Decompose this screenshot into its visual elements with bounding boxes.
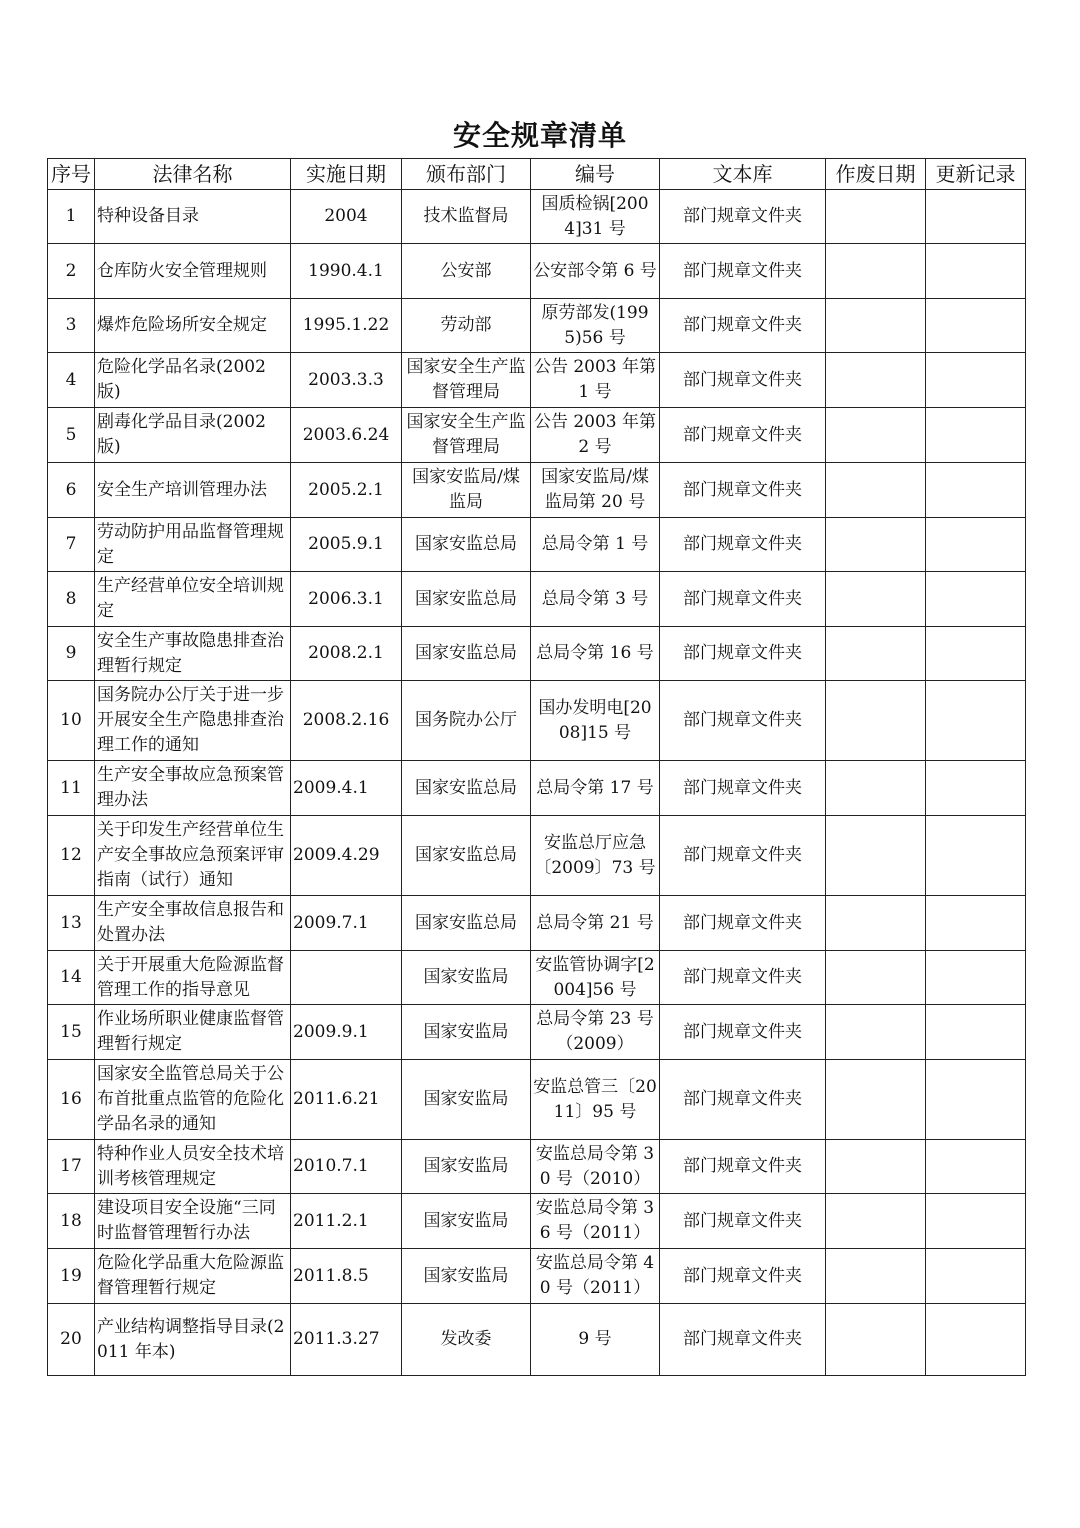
cell-no: 1: [48, 190, 95, 244]
cell-void: [826, 951, 926, 1005]
cell-code: 国办发明电[2008]15 号: [531, 681, 660, 761]
table-row: [48, 951, 1026, 1005]
table-row: [48, 1249, 1026, 1304]
cell-no: 19: [48, 1249, 95, 1304]
cell-dept: 国家安监局: [402, 1249, 531, 1304]
table-row: [48, 572, 1026, 627]
cell-code: 总局令第 21 号: [531, 896, 660, 951]
cell-no: 15: [48, 1005, 95, 1060]
header-code: 编号: [531, 159, 660, 190]
table-row: [48, 1060, 1026, 1140]
cell-date: 2009.9.1: [291, 1005, 402, 1060]
cell-name: 爆炸危险场所安全规定: [95, 299, 291, 353]
cell-date: 2008.2.16: [291, 681, 402, 761]
cell-lib: 部门规章文件夹: [660, 1140, 826, 1194]
cell-update: [926, 1304, 1026, 1376]
table-row: [48, 1194, 1026, 1249]
cell-update: [926, 463, 1026, 518]
cell-void: [826, 1060, 926, 1140]
cell-code: 国质检锅[2004]31 号: [531, 190, 660, 244]
cell-void: [826, 1140, 926, 1194]
cell-name: 仓库防火安全管理规则: [95, 244, 291, 299]
table-header-row: [48, 159, 1026, 190]
cell-code: 公告 2003 年第 2 号: [531, 408, 660, 463]
cell-code: 总局令第 16 号: [531, 627, 660, 681]
table-row: [48, 761, 1026, 816]
cell-date: 2008.2.1: [291, 627, 402, 681]
cell-name: 特种作业人员安全技术培训考核管理规定: [95, 1140, 291, 1194]
table-row: [48, 518, 1026, 572]
cell-name: 劳动防护用品监督管理规定: [95, 518, 291, 572]
cell-date: 2005.2.1: [291, 463, 402, 518]
cell-name: 生产安全事故信息报告和处置办法: [95, 896, 291, 951]
cell-code: 总局令第 23 号（2009）: [531, 1005, 660, 1060]
cell-code: 安监总管三〔2011〕95 号: [531, 1060, 660, 1140]
cell-update: [926, 1005, 1026, 1060]
table-row: [48, 299, 1026, 353]
cell-code: 安监总厅应急〔2009〕73 号: [531, 816, 660, 896]
cell-void: [826, 408, 926, 463]
cell-void: [826, 518, 926, 572]
cell-no: 20: [48, 1304, 95, 1376]
table-row: [48, 816, 1026, 896]
cell-name: 安全生产事故隐患排查治理暂行规定: [95, 627, 291, 681]
cell-dept: 国家安全生产监督管理局: [402, 408, 531, 463]
cell-name: 特种设备目录: [95, 190, 291, 244]
cell-update: [926, 951, 1026, 1005]
cell-dept: 公安部: [402, 244, 531, 299]
cell-date: 2010.7.1: [291, 1140, 402, 1194]
table-row: [48, 1140, 1026, 1194]
cell-update: [926, 408, 1026, 463]
cell-lib: 部门规章文件夹: [660, 1194, 826, 1249]
cell-update: [926, 627, 1026, 681]
cell-name: 产业结构调整指导目录(2011 年本): [95, 1304, 291, 1376]
cell-dept: 国家安监总局: [402, 518, 531, 572]
table-body: [48, 190, 1026, 1376]
cell-dept: 国家安监总局: [402, 627, 531, 681]
cell-lib: 部门规章文件夹: [660, 951, 826, 1005]
cell-no: 6: [48, 463, 95, 518]
cell-void: [826, 816, 926, 896]
header-lib: 文本库: [660, 159, 826, 190]
cell-lib: 部门规章文件夹: [660, 681, 826, 761]
cell-dept: 国家安监局: [402, 1140, 531, 1194]
cell-name: 国家安全监管总局关于公布首批重点监管的危险化学品名录的通知: [95, 1060, 291, 1140]
cell-dept: 国家安监局/煤监局: [402, 463, 531, 518]
header-update: 更新记录: [926, 159, 1026, 190]
cell-lib: 部门规章文件夹: [660, 190, 826, 244]
cell-update: [926, 1249, 1026, 1304]
cell-date: 1990.4.1: [291, 244, 402, 299]
cell-name: 关于印发生产经营单位生产安全事故应急预案评审指南（试行）通知: [95, 816, 291, 896]
header-void: 作废日期: [826, 159, 926, 190]
cell-date: 2011.6.21: [291, 1060, 402, 1140]
cell-name: 国务院办公厅关于进一步开展安全生产隐患排查治理工作的通知: [95, 681, 291, 761]
cell-update: [926, 353, 1026, 408]
cell-no: 7: [48, 518, 95, 572]
cell-code: 安监管协调字[2004]56 号: [531, 951, 660, 1005]
document-title: 安全规章清单: [452, 119, 627, 152]
table-row: [48, 896, 1026, 951]
cell-lib: 部门规章文件夹: [660, 1060, 826, 1140]
cell-dept: 国家安监局: [402, 1060, 531, 1140]
cell-dept: 国家安监总局: [402, 572, 531, 627]
cell-name: 剧毒化学品目录(2002 版): [95, 408, 291, 463]
cell-code: 总局令第 17 号: [531, 761, 660, 816]
cell-name: 危险化学品重大危险源监督管理暂行规定: [95, 1249, 291, 1304]
cell-code: 公告 2003 年第 1 号: [531, 353, 660, 408]
table-row: [48, 408, 1026, 463]
cell-void: [826, 1194, 926, 1249]
cell-date: 2009.7.1: [291, 896, 402, 951]
cell-date: 2006.3.1: [291, 572, 402, 627]
header-date: 实施日期: [291, 159, 402, 190]
cell-update: [926, 1060, 1026, 1140]
cell-lib: 部门规章文件夹: [660, 627, 826, 681]
cell-no: 9: [48, 627, 95, 681]
cell-code: 总局令第 3 号: [531, 572, 660, 627]
cell-name: 危险化学品名录(2002 版): [95, 353, 291, 408]
cell-no: 5: [48, 408, 95, 463]
cell-void: [826, 681, 926, 761]
cell-name: 生产经营单位安全培训规定: [95, 572, 291, 627]
cell-code: 9 号: [531, 1304, 660, 1376]
header-dept: 颁布部门: [402, 159, 531, 190]
cell-no: 18: [48, 1194, 95, 1249]
table-row: [48, 190, 1026, 244]
cell-name: 建设项目安全设施“三同时监督管理暂行办法: [95, 1194, 291, 1249]
cell-void: [826, 244, 926, 299]
cell-update: [926, 572, 1026, 627]
cell-name: 生产安全事故应急预案管理办法: [95, 761, 291, 816]
cell-void: [826, 299, 926, 353]
cell-void: [826, 896, 926, 951]
cell-date: 2011.3.27: [291, 1304, 402, 1376]
cell-name: 安全生产培训管理办法: [95, 463, 291, 518]
cell-dept: 国家安监总局: [402, 896, 531, 951]
cell-update: [926, 761, 1026, 816]
cell-void: [826, 463, 926, 518]
cell-code: 总局令第 1 号: [531, 518, 660, 572]
cell-date: 2009.4.1: [291, 761, 402, 816]
cell-lib: 部门规章文件夹: [660, 518, 826, 572]
cell-date: 2004: [291, 190, 402, 244]
cell-code: 国家安监局/煤监局第 20 号: [531, 463, 660, 518]
cell-no: 2: [48, 244, 95, 299]
table-row: [48, 1304, 1026, 1376]
cell-dept: 技术监督局: [402, 190, 531, 244]
cell-lib: 部门规章文件夹: [660, 299, 826, 353]
cell-dept: 国家安监总局: [402, 761, 531, 816]
cell-code: 原劳部发(1995)56 号: [531, 299, 660, 353]
cell-dept: 国家安监局: [402, 1005, 531, 1060]
cell-lib: 部门规章文件夹: [660, 572, 826, 627]
cell-update: [926, 816, 1026, 896]
cell-dept: 国务院办公厅: [402, 681, 531, 761]
table-row: [48, 244, 1026, 299]
cell-date: [291, 951, 402, 1005]
regulations-table: [47, 158, 1026, 1376]
cell-lib: 部门规章文件夹: [660, 761, 826, 816]
cell-no: 8: [48, 572, 95, 627]
cell-void: [826, 190, 926, 244]
cell-name: 关于开展重大危险源监督管理工作的指导意见: [95, 951, 291, 1005]
cell-date: 2005.9.1: [291, 518, 402, 572]
cell-no: 13: [48, 896, 95, 951]
cell-lib: 部门规章文件夹: [660, 353, 826, 408]
cell-update: [926, 190, 1026, 244]
cell-name: 作业场所职业健康监督管理暂行规定: [95, 1005, 291, 1060]
cell-no: 17: [48, 1140, 95, 1194]
cell-update: [926, 518, 1026, 572]
cell-update: [926, 681, 1026, 761]
cell-code: 安监总局令第 36 号（2011）: [531, 1194, 660, 1249]
header-name: 法律名称: [95, 159, 291, 190]
cell-no: 10: [48, 681, 95, 761]
cell-dept: 国家安监局: [402, 951, 531, 1005]
cell-update: [926, 896, 1026, 951]
cell-date: 1995.1.22: [291, 299, 402, 353]
cell-lib: 部门规章文件夹: [660, 244, 826, 299]
cell-update: [926, 1140, 1026, 1194]
cell-void: [826, 572, 926, 627]
table-row: [48, 463, 1026, 518]
cell-lib: 部门规章文件夹: [660, 896, 826, 951]
cell-update: [926, 1194, 1026, 1249]
cell-dept: 发改委: [402, 1304, 531, 1376]
cell-code: 公安部令第 6 号: [531, 244, 660, 299]
cell-date: 2011.8.5: [291, 1249, 402, 1304]
cell-void: [826, 1249, 926, 1304]
cell-lib: 部门规章文件夹: [660, 1304, 826, 1376]
cell-void: [826, 1304, 926, 1376]
cell-dept: 劳动部: [402, 299, 531, 353]
cell-code: 安监总局令第 40 号（2011）: [531, 1249, 660, 1304]
table-row: [48, 1005, 1026, 1060]
cell-no: 12: [48, 816, 95, 896]
cell-no: 3: [48, 299, 95, 353]
header-no: 序号: [48, 159, 95, 190]
table-row: [48, 353, 1026, 408]
cell-lib: 部门规章文件夹: [660, 1005, 826, 1060]
cell-no: 4: [48, 353, 95, 408]
cell-date: 2011.2.1: [291, 1194, 402, 1249]
cell-void: [826, 1005, 926, 1060]
cell-dept: 国家安监局: [402, 1194, 531, 1249]
cell-no: 14: [48, 951, 95, 1005]
cell-date: 2003.6.24: [291, 408, 402, 463]
cell-void: [826, 761, 926, 816]
cell-no: 16: [48, 1060, 95, 1140]
cell-update: [926, 244, 1026, 299]
cell-lib: 部门规章文件夹: [660, 816, 826, 896]
cell-dept: 国家安监总局: [402, 816, 531, 896]
cell-void: [826, 353, 926, 408]
table-row: [48, 681, 1026, 761]
cell-lib: 部门规章文件夹: [660, 408, 826, 463]
cell-dept: 国家安全生产监督管理局: [402, 353, 531, 408]
cell-lib: 部门规章文件夹: [660, 1249, 826, 1304]
cell-lib: 部门规章文件夹: [660, 463, 826, 518]
cell-update: [926, 299, 1026, 353]
cell-void: [826, 627, 926, 681]
cell-no: 11: [48, 761, 95, 816]
cell-date: 2003.3.3: [291, 353, 402, 408]
cell-date: 2009.4.29: [291, 816, 402, 896]
cell-code: 安监总局令第 30 号（2010）: [531, 1140, 660, 1194]
table-row: [48, 627, 1026, 681]
